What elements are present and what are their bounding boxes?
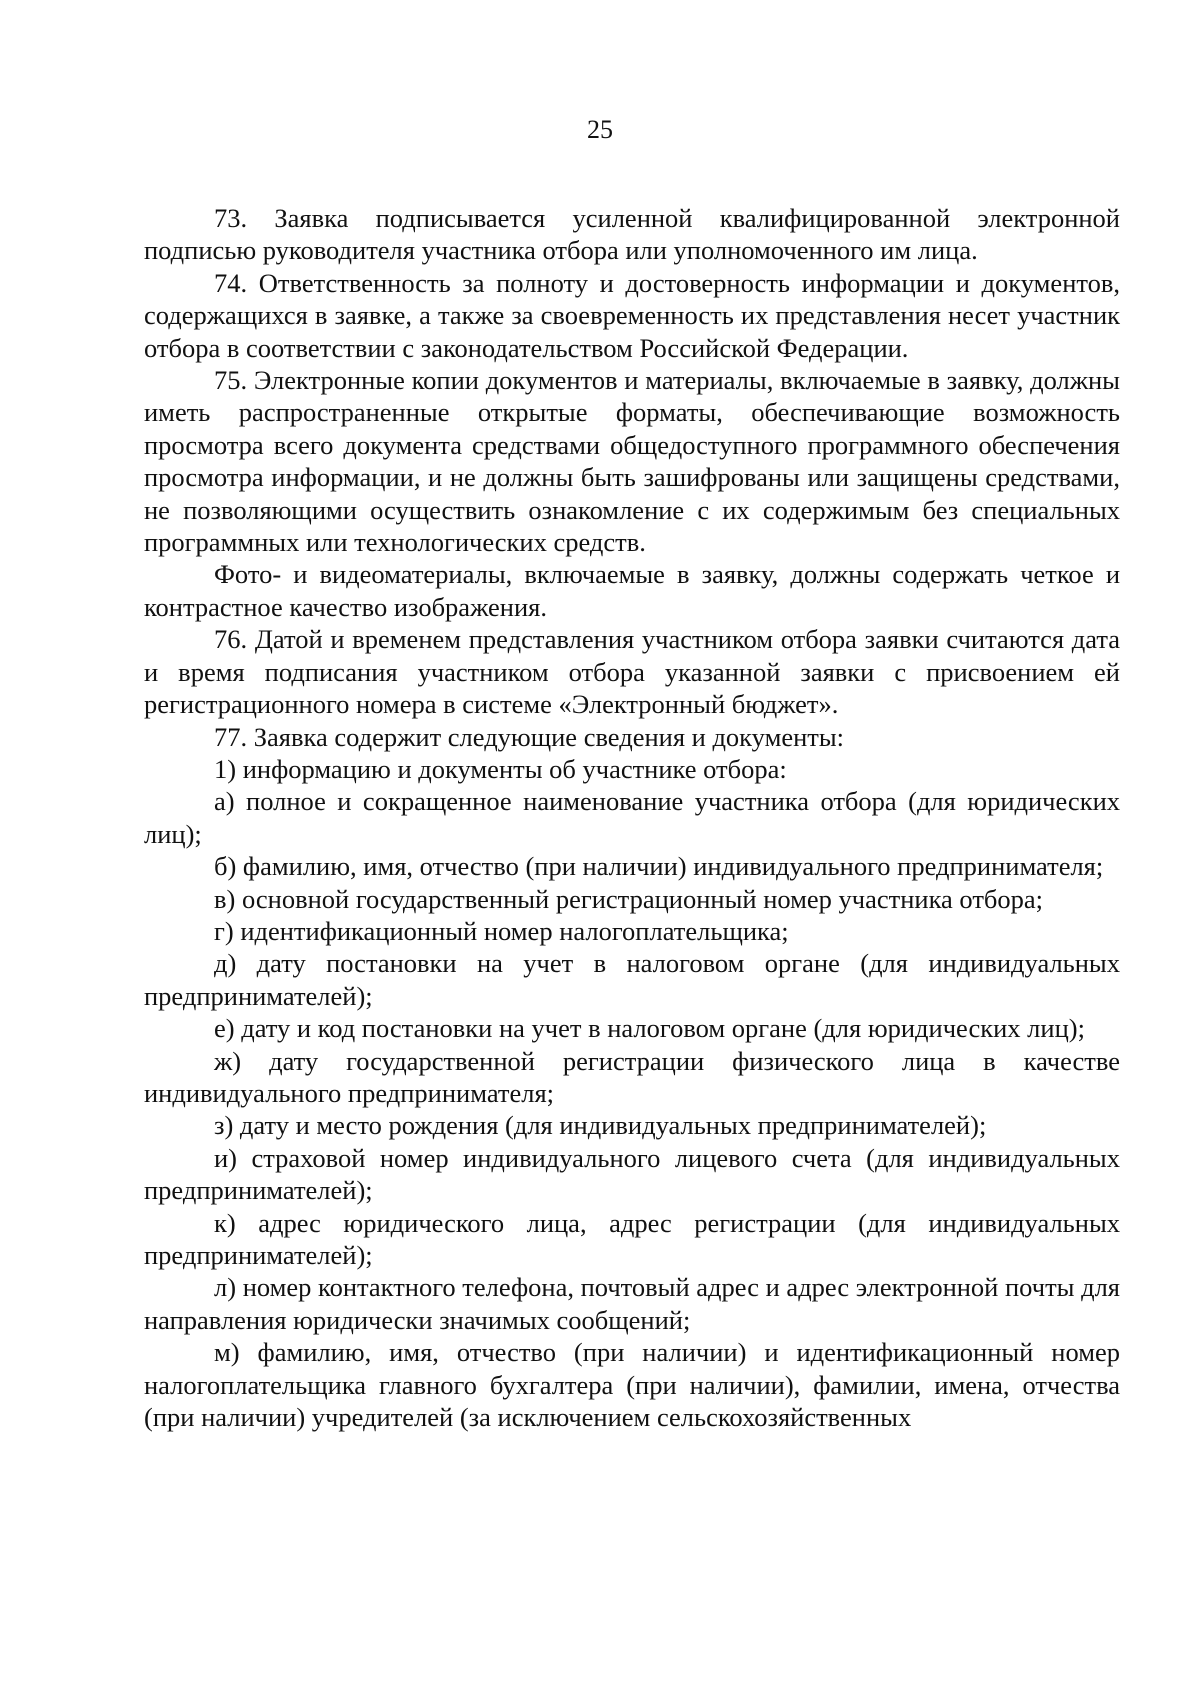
list-item-e: е) дату и код постановки на учет в налоговом органе (для юридических лиц);: [214, 1013, 1085, 1044]
list-item-1: 1) информацию и документы об участнике отбора:: [214, 753, 787, 784]
paragraph-76: 76. Датой и временем представления участником отбора заявки считаются дата и время подписания участником отбора указанной заявки с присвоением ей регистрационного номера в системе «Электронный бюджет».: [144, 624, 1120, 720]
list-item-l: л) номер контактного телефона, почтовый адрес и адрес электронной почты для направления юридически значимых сообщений;: [144, 1272, 1120, 1335]
list-item-b: б) фамилию, имя, отчество (при наличии) индивидуального предпринимателя;: [214, 851, 1104, 882]
document-body: [144, 202, 1120, 1433]
list-item-g: г) идентификационный номер налогоплательщика;: [214, 915, 789, 946]
list-item-a: а) полное и сокращенное наименование участника отбора (для юридических лиц);: [144, 786, 1120, 849]
page-number: 25: [587, 115, 613, 144]
list-item-v: в) основной государственный регистрационный номер участника отбора;: [214, 883, 1044, 914]
list-item-z: з) дату и место рождения (для индивидуальных предпринимателей);: [214, 1110, 987, 1141]
paragraph-75: 75. Электронные копии документов и материалы, включаемые в заявку, должны иметь распространенные открытые форматы, обеспечивающие возможность просмотра всего документа средствами общедоступного программного обеспечения просмотра информации, и не должны быть зашифрованы или защищены средствами, не позволяющими осуществить ознакомление с их содержимым без специальных программных или технологических средств.: [144, 365, 1120, 558]
paragraph-74: 74. Ответственность за полноту и достоверность информации и документов, содержащихся в заявке, а также за своевременность их представления несет участник отбора в соответствии с законодательством Российской Федерации.: [144, 267, 1120, 363]
list-item-d: д) дату постановки на учет в налоговом органе (для индивидуальных предпринимателей);: [144, 948, 1120, 1011]
list-item-i: и) страховой номер индивидуального лицевого счета (для индивидуальных предпринимателей);: [144, 1142, 1120, 1206]
paragraph-77: 77. Заявка содержит следующие сведения и документы:: [214, 721, 845, 752]
list-item-zh: ж) дату государственной регистрации физического лица в качестве индивидуального предпринимателя;: [144, 1045, 1120, 1108]
list-item-k: к) адрес юридического лица, адрес регистрации (для индивидуальных предпринимателей);: [144, 1207, 1120, 1270]
paragraph-73: 73. Заявка подписывается усиленной квалифицированной электронной подписью руководителя участника отбора или уполномоченного им лица.: [144, 203, 1120, 266]
list-item-m: м) фамилию, имя, отчество (при наличии) и идентификационный номер налогоплательщика главного бухгалтера (при наличии), фамилии, имена, отчества (при наличии) учредителей (за исключением сельскохозяйственных: [144, 1337, 1120, 1433]
paragraph-photo-video: Фото- и видеоматериалы, включаемые в заявку, должны содержать четкое и контрастное качество изображения.: [144, 559, 1120, 622]
